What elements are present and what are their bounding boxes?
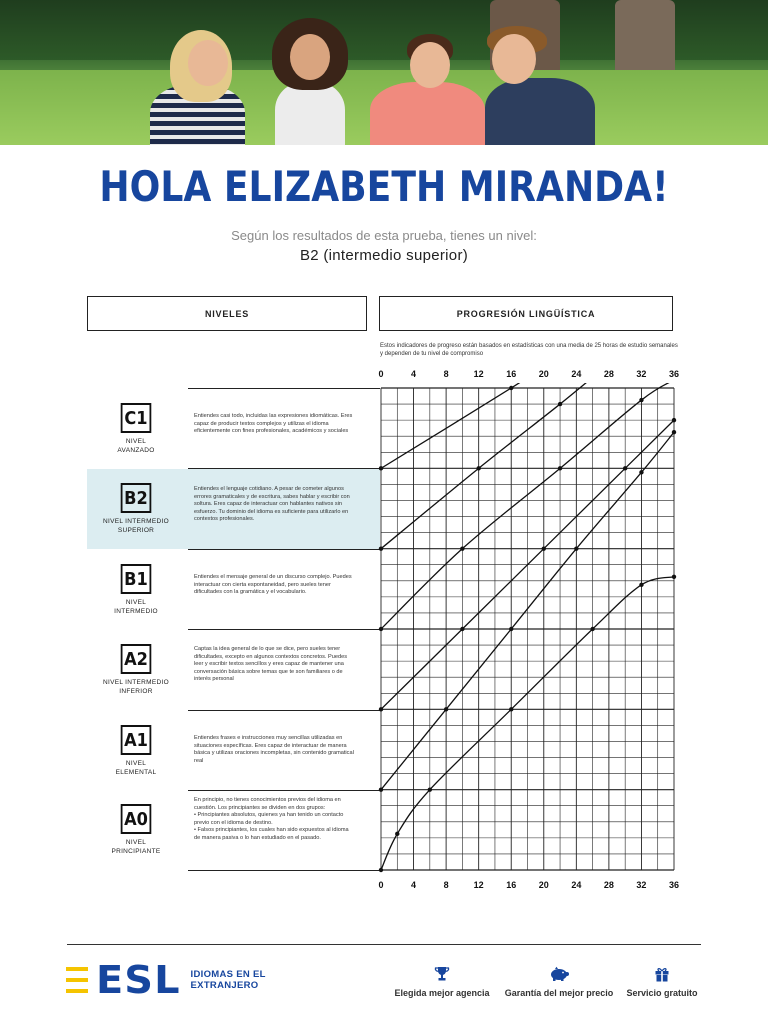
x-tick-label: 20 — [538, 369, 549, 379]
trophy-icon — [392, 964, 492, 984]
series-point — [379, 868, 383, 872]
level-description: Entiendes casi todo, incluidas las expresiones idiomáticas. Eres capaz de producir textos complejos y utilizas el idioma eficientemente con fines profesionales, académicos y sociales — [194, 413, 353, 434]
logo-wordmark: ESL — [96, 958, 181, 1002]
level-label: NIVEL INTERMEDIO — [103, 518, 169, 525]
feature-label: Elegida mejor agencia — [394, 988, 490, 998]
series-point — [639, 583, 643, 587]
logo-tagline-line: EXTRANJERO — [190, 980, 259, 991]
level-label: AVANZADO — [117, 447, 155, 454]
level-description: Captas la idea general de lo que se dice, pero sueles tener dificultades, excepto en algunos contextos concretos. Puedes leer y escribir textos sencillos y eres capaz de mantener una conversación básica sobre temas que te son familiares o de interés personal — [194, 646, 347, 682]
chart-note: Estos indicadores de progreso están basados en estadísticas con una media de 25 horas de estudio semanales y dependen de tu nivel de compromiso — [380, 343, 678, 357]
series-point — [509, 627, 513, 631]
level-badge: A2 — [121, 644, 152, 674]
series-point — [558, 466, 562, 470]
level-description-bullet: • Falsos principiantes, los cuales han sido expuestos al idioma de manera pasiva o lo han estudiado en el pasado. — [194, 827, 349, 841]
level-badge: B2 — [121, 483, 152, 513]
level-label: NIVEL — [125, 760, 147, 767]
series-point — [379, 546, 383, 550]
series-line — [381, 352, 625, 549]
level-label: NIVEL — [125, 438, 147, 445]
x-tick-label: 12 — [473, 880, 484, 890]
level-label: NIVEL INTERMEDIO — [103, 679, 169, 686]
level-label: NIVEL — [125, 839, 147, 846]
esl-logo[interactable] — [66, 958, 266, 1002]
series-point — [444, 707, 448, 711]
series-point — [639, 470, 643, 474]
series-arrowhead — [618, 351, 625, 356]
footer-divider — [67, 944, 701, 945]
series-point — [590, 627, 594, 631]
x-tick-label: 24 — [571, 880, 582, 890]
series-point — [509, 386, 513, 390]
level-badge: B1 — [121, 564, 152, 594]
series-point — [639, 398, 643, 402]
x-tick-label: 4 — [411, 369, 417, 379]
level-label: SUPERIOR — [117, 527, 155, 534]
feature-best-agency — [392, 964, 492, 998]
feature-label: Servicio gratuito — [626, 988, 698, 998]
level-description: Entiendes frases e instrucciones muy sencillas utilizadas en situaciones específicas. Eres capaz de interactuar de manera básica y utilizas oraciones incompletas, sin contenido gramatical real — [194, 735, 354, 764]
level-label: ELEMENTAL — [115, 769, 157, 776]
x-tick-label: 8 — [443, 369, 449, 379]
series-point — [672, 430, 676, 434]
level-label: PRINCIPIANTE — [111, 848, 161, 855]
x-tick-label: 16 — [506, 369, 517, 379]
x-tick-label: 36 — [668, 369, 680, 379]
level-label: INTERMEDIO — [114, 608, 158, 615]
series-point — [574, 546, 578, 550]
progression-header-label: PROGRESIÓN LINGÜÍSTICA — [456, 308, 596, 319]
level-badge: A0 — [121, 804, 152, 834]
x-tick-label: 20 — [538, 880, 549, 890]
x-tick-label: 0 — [378, 369, 384, 379]
series-point — [509, 707, 513, 711]
series-point — [542, 546, 546, 550]
result-intro: Según los resultados de esta prueba, tienes un nivel: — [231, 228, 537, 243]
x-tick-label: 36 — [668, 880, 680, 890]
piggy-bank-icon — [500, 964, 618, 984]
level-label: NIVEL — [125, 599, 147, 606]
x-tick-label: 8 — [443, 880, 449, 890]
level-description-bullet: • Principiantes absolutos, quienes ya han tenido un contacto previo con el idioma de destino. — [194, 812, 344, 826]
x-tick-label: 4 — [411, 880, 417, 890]
feature-free-service — [622, 964, 702, 998]
logo-tagline — [191, 969, 266, 991]
series-point — [672, 575, 676, 579]
series-point — [379, 707, 383, 711]
levels-header-label: NIVELES — [204, 308, 250, 319]
level-description: Entiendes el mensaje general de un discurso complejo. Puedes interactuar con cierta espontaneidad, pero sueles tener dificultades con la gramática y el vocabulario. — [194, 574, 352, 595]
chart-grid — [381, 388, 674, 870]
level-badge: C1 — [121, 403, 152, 433]
x-tick-label: 0 — [378, 880, 384, 890]
x-tick-label: 32 — [636, 880, 647, 890]
series-point — [607, 362, 611, 366]
series-point — [379, 627, 383, 631]
series-point — [379, 466, 383, 470]
series-point — [623, 466, 627, 470]
x-tick-label: 32 — [636, 369, 647, 379]
x-tick-label: 28 — [603, 880, 614, 890]
series-point — [460, 546, 464, 550]
logo-tagline-line: IDIOMAS EN EL — [190, 969, 266, 980]
greeting-title: HOLA ELIZABETH MIRANDA! — [99, 162, 669, 211]
x-tick-label: 24 — [571, 369, 582, 379]
series-point — [428, 787, 432, 791]
x-tick-label: 12 — [473, 369, 484, 379]
gift-icon — [622, 964, 702, 984]
x-tick-label: 28 — [603, 369, 614, 379]
series-point — [558, 402, 562, 406]
level-badge: A1 — [121, 725, 152, 755]
series-point — [476, 466, 480, 470]
feature-best-price — [500, 964, 618, 998]
feature-label: Garantía del mejor precio — [504, 988, 614, 998]
level-description: Entiendes el lenguaje cotidiano. A pesar de cometer algunos errores gramaticales y de escritura, sabes hablar y escribir con soltura. Eres capaz de interactuar con hablantes nativos sin esfuerzo. Tu dominio del idioma es suficiente para utilizarlo en contextos profesionales. — [194, 486, 350, 522]
level-label: INFERIOR — [119, 688, 153, 695]
series-point — [672, 418, 676, 422]
series-point — [395, 832, 399, 836]
series-point — [590, 334, 594, 338]
series-arrowhead — [667, 303, 674, 308]
result-level: B2 (intermedio superior) — [299, 247, 469, 264]
level-description: En principio, no tienes conocimientos previos del idioma en cuestión. Los principiantes se dividen en dos grupos: — [194, 797, 341, 811]
x-tick-label: 16 — [506, 880, 517, 890]
series-point — [379, 787, 383, 791]
series-point — [460, 627, 464, 631]
logo-bars-icon — [66, 967, 88, 993]
